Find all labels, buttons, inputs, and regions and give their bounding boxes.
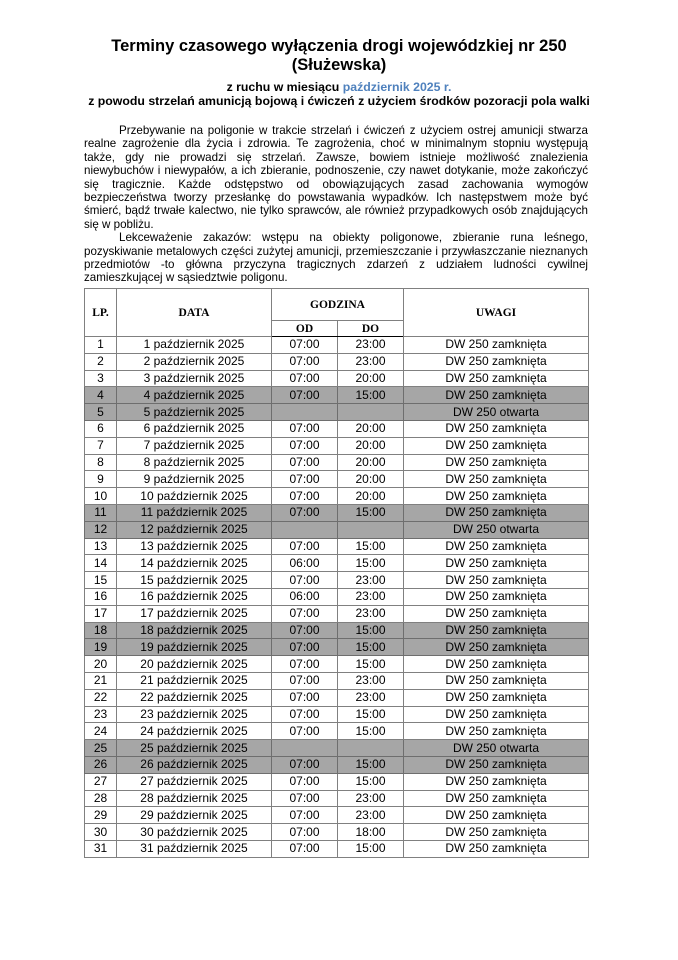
cell-lp: 7 [85,437,117,454]
cell-data: 25 październik 2025 [117,740,272,757]
cell-od: 07:00 [272,756,338,773]
cell-lp: 27 [85,773,117,790]
cell-od: 07:00 [272,387,338,404]
table-row [85,840,589,857]
subtitle-reason: z powodu strzelań amunicją bojową i ćwiczeń z użyciem środków pozoracji pola walki [88,94,590,108]
cell-lp: 31 [85,840,117,857]
cell-data: 8 październik 2025 [117,454,272,471]
cell-lp: 23 [85,706,117,723]
cell-data: 15 październik 2025 [117,572,272,589]
cell-lp: 19 [85,639,117,656]
table-row [85,387,589,404]
cell-do: 15:00 [338,656,404,673]
cell-do: 23:00 [338,588,404,605]
cell-od: 07:00 [272,420,338,437]
cell-data: 14 październik 2025 [117,555,272,572]
title-line-1: Terminy czasowego wyłączenia drogi wojewódzkiej nr 250 [111,37,567,55]
cell-data: 24 październik 2025 [117,723,272,740]
cell-lp: 17 [85,605,117,622]
cell-od: 07:00 [272,504,338,521]
cell-data: 27 październik 2025 [117,773,272,790]
header-godzina: GODZINA [272,289,404,321]
cell-data: 31 październik 2025 [117,840,272,857]
cell-do: 20:00 [338,471,404,488]
header-lp: LP. [85,289,117,337]
cell-do: 20:00 [338,488,404,505]
cell-od [272,740,338,757]
cell-lp: 11 [85,504,117,521]
cell-data: 6 październik 2025 [117,420,272,437]
cell-uwagi: DW 250 zamknięta [404,572,589,589]
cell-lp: 26 [85,756,117,773]
cell-data: 26 październik 2025 [117,756,272,773]
subtitle-month-line [0,80,678,94]
cell-uwagi: DW 250 zamknięta [404,488,589,505]
header-od: OD [272,321,338,337]
cell-data: 17 październik 2025 [117,605,272,622]
table-row [85,605,589,622]
cell-od: 07:00 [272,773,338,790]
cell-uwagi: DW 250 otwarta [404,740,589,757]
cell-uwagi: DW 250 zamknięta [404,370,589,387]
cell-lp: 10 [85,488,117,505]
cell-do: 15:00 [338,773,404,790]
cell-do: 18:00 [338,824,404,841]
cell-do: 23:00 [338,353,404,370]
table-row [85,370,589,387]
document-title [0,37,678,75]
cell-do: 15:00 [338,387,404,404]
cell-uwagi: DW 250 otwarta [404,521,589,538]
cell-uwagi: DW 250 zamknięta [404,437,589,454]
table-row [85,437,589,454]
cell-do: 15:00 [338,706,404,723]
cell-lp: 22 [85,689,117,706]
cell-do: 23:00 [338,337,404,354]
cell-od: 07:00 [272,639,338,656]
table-row [85,824,589,841]
cell-lp: 24 [85,723,117,740]
cell-data: 20 październik 2025 [117,656,272,673]
cell-uwagi: DW 250 zamknięta [404,840,589,857]
cell-do: 20:00 [338,454,404,471]
cell-od: 07:00 [272,370,338,387]
cell-lp: 3 [85,370,117,387]
cell-lp: 15 [85,572,117,589]
cell-uwagi: DW 250 zamknięta [404,723,589,740]
cell-do: 20:00 [338,437,404,454]
table-row [85,622,589,639]
cell-data: 10 październik 2025 [117,488,272,505]
cell-lp: 29 [85,807,117,824]
cell-do [338,740,404,757]
cell-uwagi: DW 250 zamknięta [404,471,589,488]
cell-od: 06:00 [272,588,338,605]
cell-lp: 9 [85,471,117,488]
cell-uwagi: DW 250 zamknięta [404,656,589,673]
cell-od: 07:00 [272,723,338,740]
cell-lp: 6 [85,420,117,437]
cell-od: 07:00 [272,824,338,841]
cell-lp: 28 [85,790,117,807]
cell-do: 23:00 [338,807,404,824]
table-row [85,672,589,689]
table-row [85,404,589,421]
cell-uwagi: DW 250 zamknięta [404,807,589,824]
table-row [85,420,589,437]
cell-do: 23:00 [338,572,404,589]
cell-uwagi: DW 250 zamknięta [404,622,589,639]
cell-lp: 25 [85,740,117,757]
table-row [85,740,589,757]
cell-do: 23:00 [338,672,404,689]
cell-od: 07:00 [272,706,338,723]
table-row [85,555,589,572]
subtitle-month: październik 2025 r. [342,80,452,94]
table-row [85,454,589,471]
cell-od: 07:00 [272,790,338,807]
cell-uwagi: DW 250 zamknięta [404,756,589,773]
cell-uwagi: DW 250 zamknięta [404,538,589,555]
cell-data: 12 październik 2025 [117,521,272,538]
table-row [85,706,589,723]
cell-data: 21 październik 2025 [117,672,272,689]
cell-od: 07:00 [272,454,338,471]
cell-lp: 18 [85,622,117,639]
cell-od: 07:00 [272,689,338,706]
cell-uwagi: DW 250 zamknięta [404,337,589,354]
cell-uwagi: DW 250 zamknięta [404,605,589,622]
cell-do: 15:00 [338,723,404,740]
cell-do [338,521,404,538]
cell-lp: 30 [85,824,117,841]
cell-data: 22 październik 2025 [117,689,272,706]
cell-od: 07:00 [272,672,338,689]
cell-data: 7 październik 2025 [117,437,272,454]
cell-data: 9 październik 2025 [117,471,272,488]
closure-schedule-table [84,288,589,858]
cell-data: 19 październik 2025 [117,639,272,656]
cell-od: 07:00 [272,437,338,454]
cell-uwagi: DW 250 zamknięta [404,773,589,790]
cell-od: 06:00 [272,555,338,572]
cell-lp: 13 [85,538,117,555]
cell-od: 07:00 [272,572,338,589]
cell-uwagi: DW 250 zamknięta [404,353,589,370]
table-row [85,521,589,538]
cell-uwagi: DW 250 zamknięta [404,454,589,471]
cell-od [272,521,338,538]
cell-data: 30 październik 2025 [117,824,272,841]
cell-data: 5 październik 2025 [117,404,272,421]
safety-notice [84,124,588,285]
cell-od: 07:00 [272,538,338,555]
cell-od: 07:00 [272,471,338,488]
cell-data: 18 październik 2025 [117,622,272,639]
table-row [85,353,589,370]
cell-data: 4 październik 2025 [117,387,272,404]
cell-do: 15:00 [338,756,404,773]
table-row [85,790,589,807]
table-row [85,471,589,488]
cell-lp: 4 [85,387,117,404]
cell-lp: 20 [85,656,117,673]
cell-uwagi: DW 250 zamknięta [404,420,589,437]
cell-do [338,404,404,421]
cell-data: 13 październik 2025 [117,538,272,555]
cell-data: 11 październik 2025 [117,504,272,521]
cell-data: 2 październik 2025 [117,353,272,370]
cell-od: 07:00 [272,488,338,505]
header-data: DATA [117,289,272,337]
table-row [85,723,589,740]
cell-data: 1 październik 2025 [117,337,272,354]
cell-do: 23:00 [338,605,404,622]
cell-do: 23:00 [338,689,404,706]
table-row [85,756,589,773]
cell-uwagi: DW 250 zamknięta [404,672,589,689]
cell-lp: 16 [85,588,117,605]
table-row [85,656,589,673]
cell-uwagi: DW 250 zamknięta [404,504,589,521]
cell-data: 28 październik 2025 [117,790,272,807]
schedule-rows [85,337,589,858]
cell-uwagi: DW 250 zamknięta [404,639,589,656]
cell-do: 15:00 [338,555,404,572]
header-do: DO [338,321,404,337]
notice-paragraph-1: Przebywanie na poligonie w trakcie strzelań i ćwiczeń z użyciem ostrej amunicji stwarza realne zagrożenie dla życia i zdrowia. Te zagrożenia, choć w minimalnym stopniu występują także, gdy nie prowadzi się strzelań. Zawsze, bowiem istnieje możliwość znalezienia niewybuchów i niewypałów, a ich zbieranie, podnoszenie, czy nawet dotykanie, może zakończyć się tragicznie. Każde odstępstwo od obowiązujących zasad zachowania wymogów bezpieczeństwa tworzy przesłankę do powstawania wypadków. Ich następstwem może być śmierć, bądź trwałe kalectwo, nie tylko sprawców, ale również przypadkowych osób znajdujących się w pobliżu. [84,124,588,231]
cell-lp: 1 [85,337,117,354]
cell-uwagi: DW 250 zamknięta [404,689,589,706]
cell-lp: 14 [85,555,117,572]
cell-do: 20:00 [338,370,404,387]
table-row [85,639,589,656]
cell-uwagi: DW 250 zamknięta [404,824,589,841]
cell-lp: 8 [85,454,117,471]
table-row [85,337,589,354]
cell-lp: 5 [85,404,117,421]
cell-od: 07:00 [272,353,338,370]
table-row [85,504,589,521]
notice-paragraph-2: Lekceważenie zakazów: wstępu na obiekty poligonowe, zbieranie runa leśnego, pozyskiwanie metalowych części zużytej amunicji, przemieszczanie i przywłaszczanie nieznanych przedmiotów -to główna przyczyna tragicznych zdarzeń z udziałem ludności cywilnej zamieszkującej w sąsiedztwie poligonu. [84,231,588,285]
cell-lp: 12 [85,521,117,538]
cell-od: 07:00 [272,656,338,673]
title-line-2: (Służewska) [291,56,387,74]
cell-lp: 2 [85,353,117,370]
cell-od: 07:00 [272,807,338,824]
cell-uwagi: DW 250 zamknięta [404,706,589,723]
cell-do: 23:00 [338,790,404,807]
cell-do: 15:00 [338,622,404,639]
cell-od: 07:00 [272,622,338,639]
header-uwagi: UWAGI [404,289,589,337]
cell-do: 20:00 [338,420,404,437]
cell-uwagi: DW 250 zamknięta [404,555,589,572]
table-row [85,588,589,605]
cell-od: 07:00 [272,840,338,857]
cell-od: 07:00 [272,605,338,622]
cell-uwagi: DW 250 zamknięta [404,790,589,807]
cell-od: 07:00 [272,337,338,354]
cell-od [272,404,338,421]
cell-uwagi: DW 250 zamknięta [404,387,589,404]
cell-uwagi: DW 250 otwarta [404,404,589,421]
cell-data: 16 październik 2025 [117,588,272,605]
cell-do: 15:00 [338,538,404,555]
cell-do: 15:00 [338,840,404,857]
cell-data: 29 październik 2025 [117,807,272,824]
cell-data: 3 październik 2025 [117,370,272,387]
table-row [85,488,589,505]
table-row [85,538,589,555]
table-row [85,572,589,589]
table-row [85,807,589,824]
cell-do: 15:00 [338,504,404,521]
cell-lp: 21 [85,672,117,689]
table-row [85,689,589,706]
table-row [85,773,589,790]
cell-data: 23 październik 2025 [117,706,272,723]
cell-uwagi: DW 250 zamknięta [404,588,589,605]
subtitle-prefix: z ruchu w miesiącu [226,80,343,94]
cell-do: 15:00 [338,639,404,656]
